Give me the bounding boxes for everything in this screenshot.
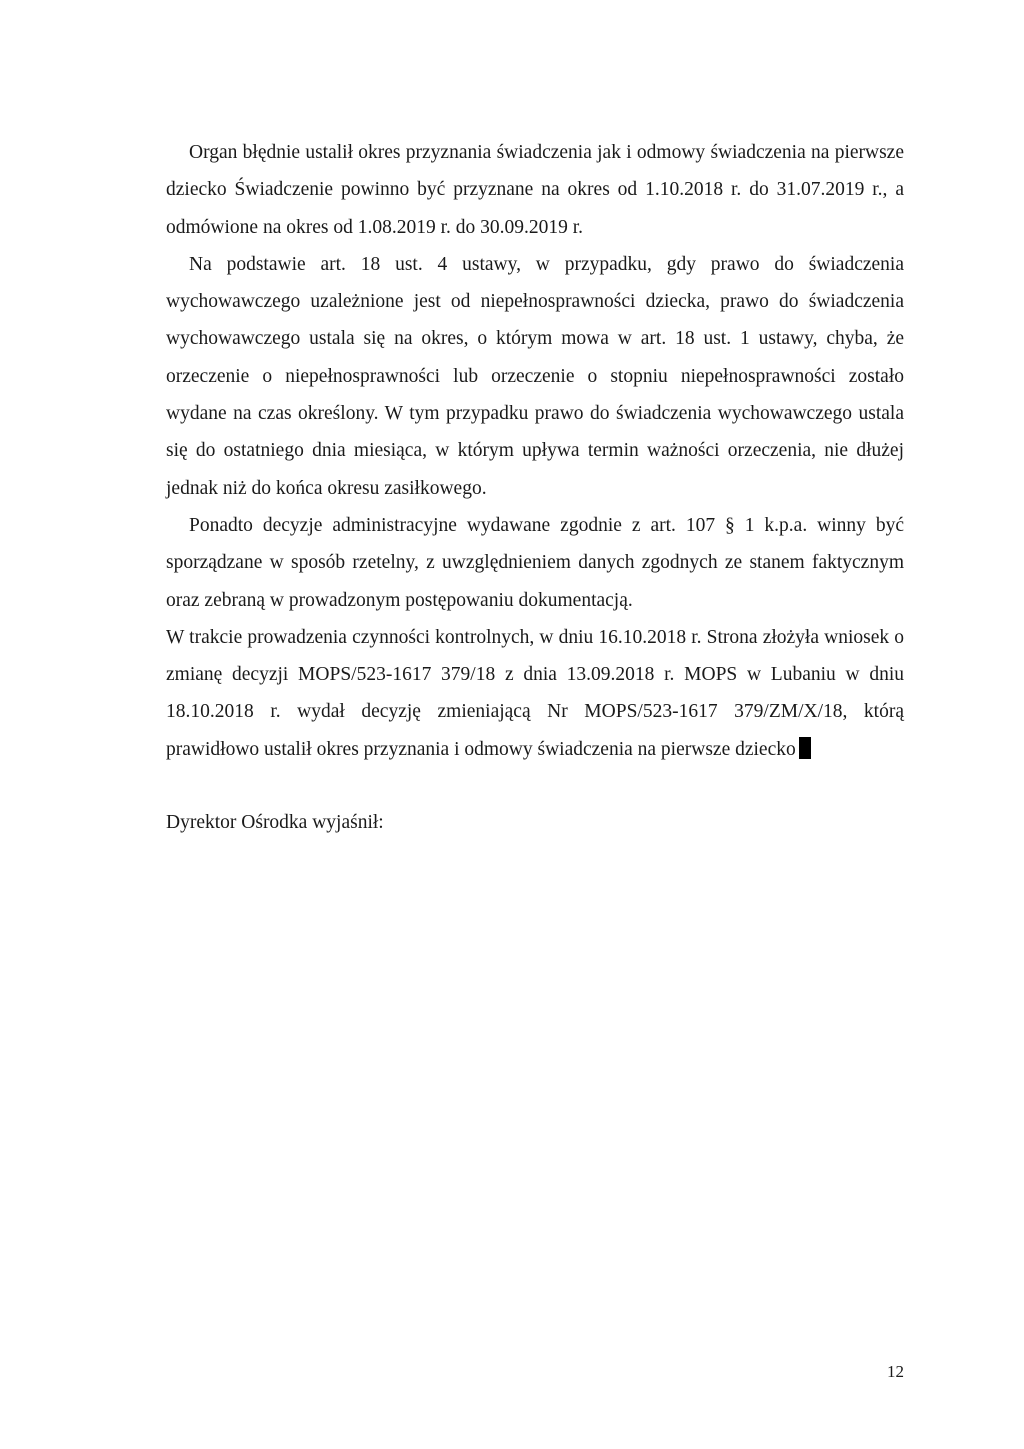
document-body	[166, 134, 904, 841]
paragraph-inspection-text: W trakcie prowadzenia czynności kontrolnych, w dniu 16.10.2018 r. Strona złożyła wniosek o zmianę decyzji MOPS/523-1617 379/18 z dnia 13.09.2018 r. MOPS w Lubaniu w dniu 18.10.2018 r. wydał decyzję zmieniającą Nr MOPS/523-1617 379/ZM/X/18, którą prawidłowo ustalił okres przyznania i odmowy świadczenia na pierwsze dziecko	[166, 626, 904, 760]
paragraph-incorrect-period: Organ błędnie ustalił okres przyznania świadczenia jak i odmowy świadczenia na pierwsze dziecko Świadczenie powinno być przyznane na okres od 1.10.2018 r. do 31.07.2019 r., a odmówione na okres od 1.08.2019 r. do 30.09.2019 r.	[166, 142, 904, 238]
redaction-block	[799, 737, 811, 759]
paragraph-decision-requirements: Ponadto decyzje administracyjne wydawane zgodnie z art. 107 § 1 k.p.a. winny być sporządzane w sposób rzetelny, z uwzględnieniem danych zgodnych ze stanem faktycznym oraz zebraną w prowadzonym postępowaniu dokumentacją.	[166, 514, 904, 611]
paragraph-inspection-activities	[166, 619, 904, 768]
paragraph-legal-basis: Na podstawie art. 18 ust. 4 ustawy, w przypadku, gdy prawo do świadczenia wychowawczego uzależnione jest od niepełnosprawności dziecka, prawo do świadczenia wychowawczego ustala się na okres, o którym mowa w art. 18 ust. 1 ustawy, chyba, że orzeczenie o niepełnosprawności lub orzeczenie o stopniu niepełnosprawności zostało wydane na czas określony. W tym przypadku prawo do świadczenia wychowawczego ustala się do ostatniego dnia miesiąca, w którym upływa termin ważności orzeczenia, nie dłużej jednak niż do końca okresu zasiłkowego.	[166, 253, 904, 499]
page-number: 12	[887, 1362, 904, 1381]
director-explanation-heading: Dyrektor Ośrodka wyjaśnił:	[166, 812, 384, 834]
spacer	[166, 768, 904, 804]
